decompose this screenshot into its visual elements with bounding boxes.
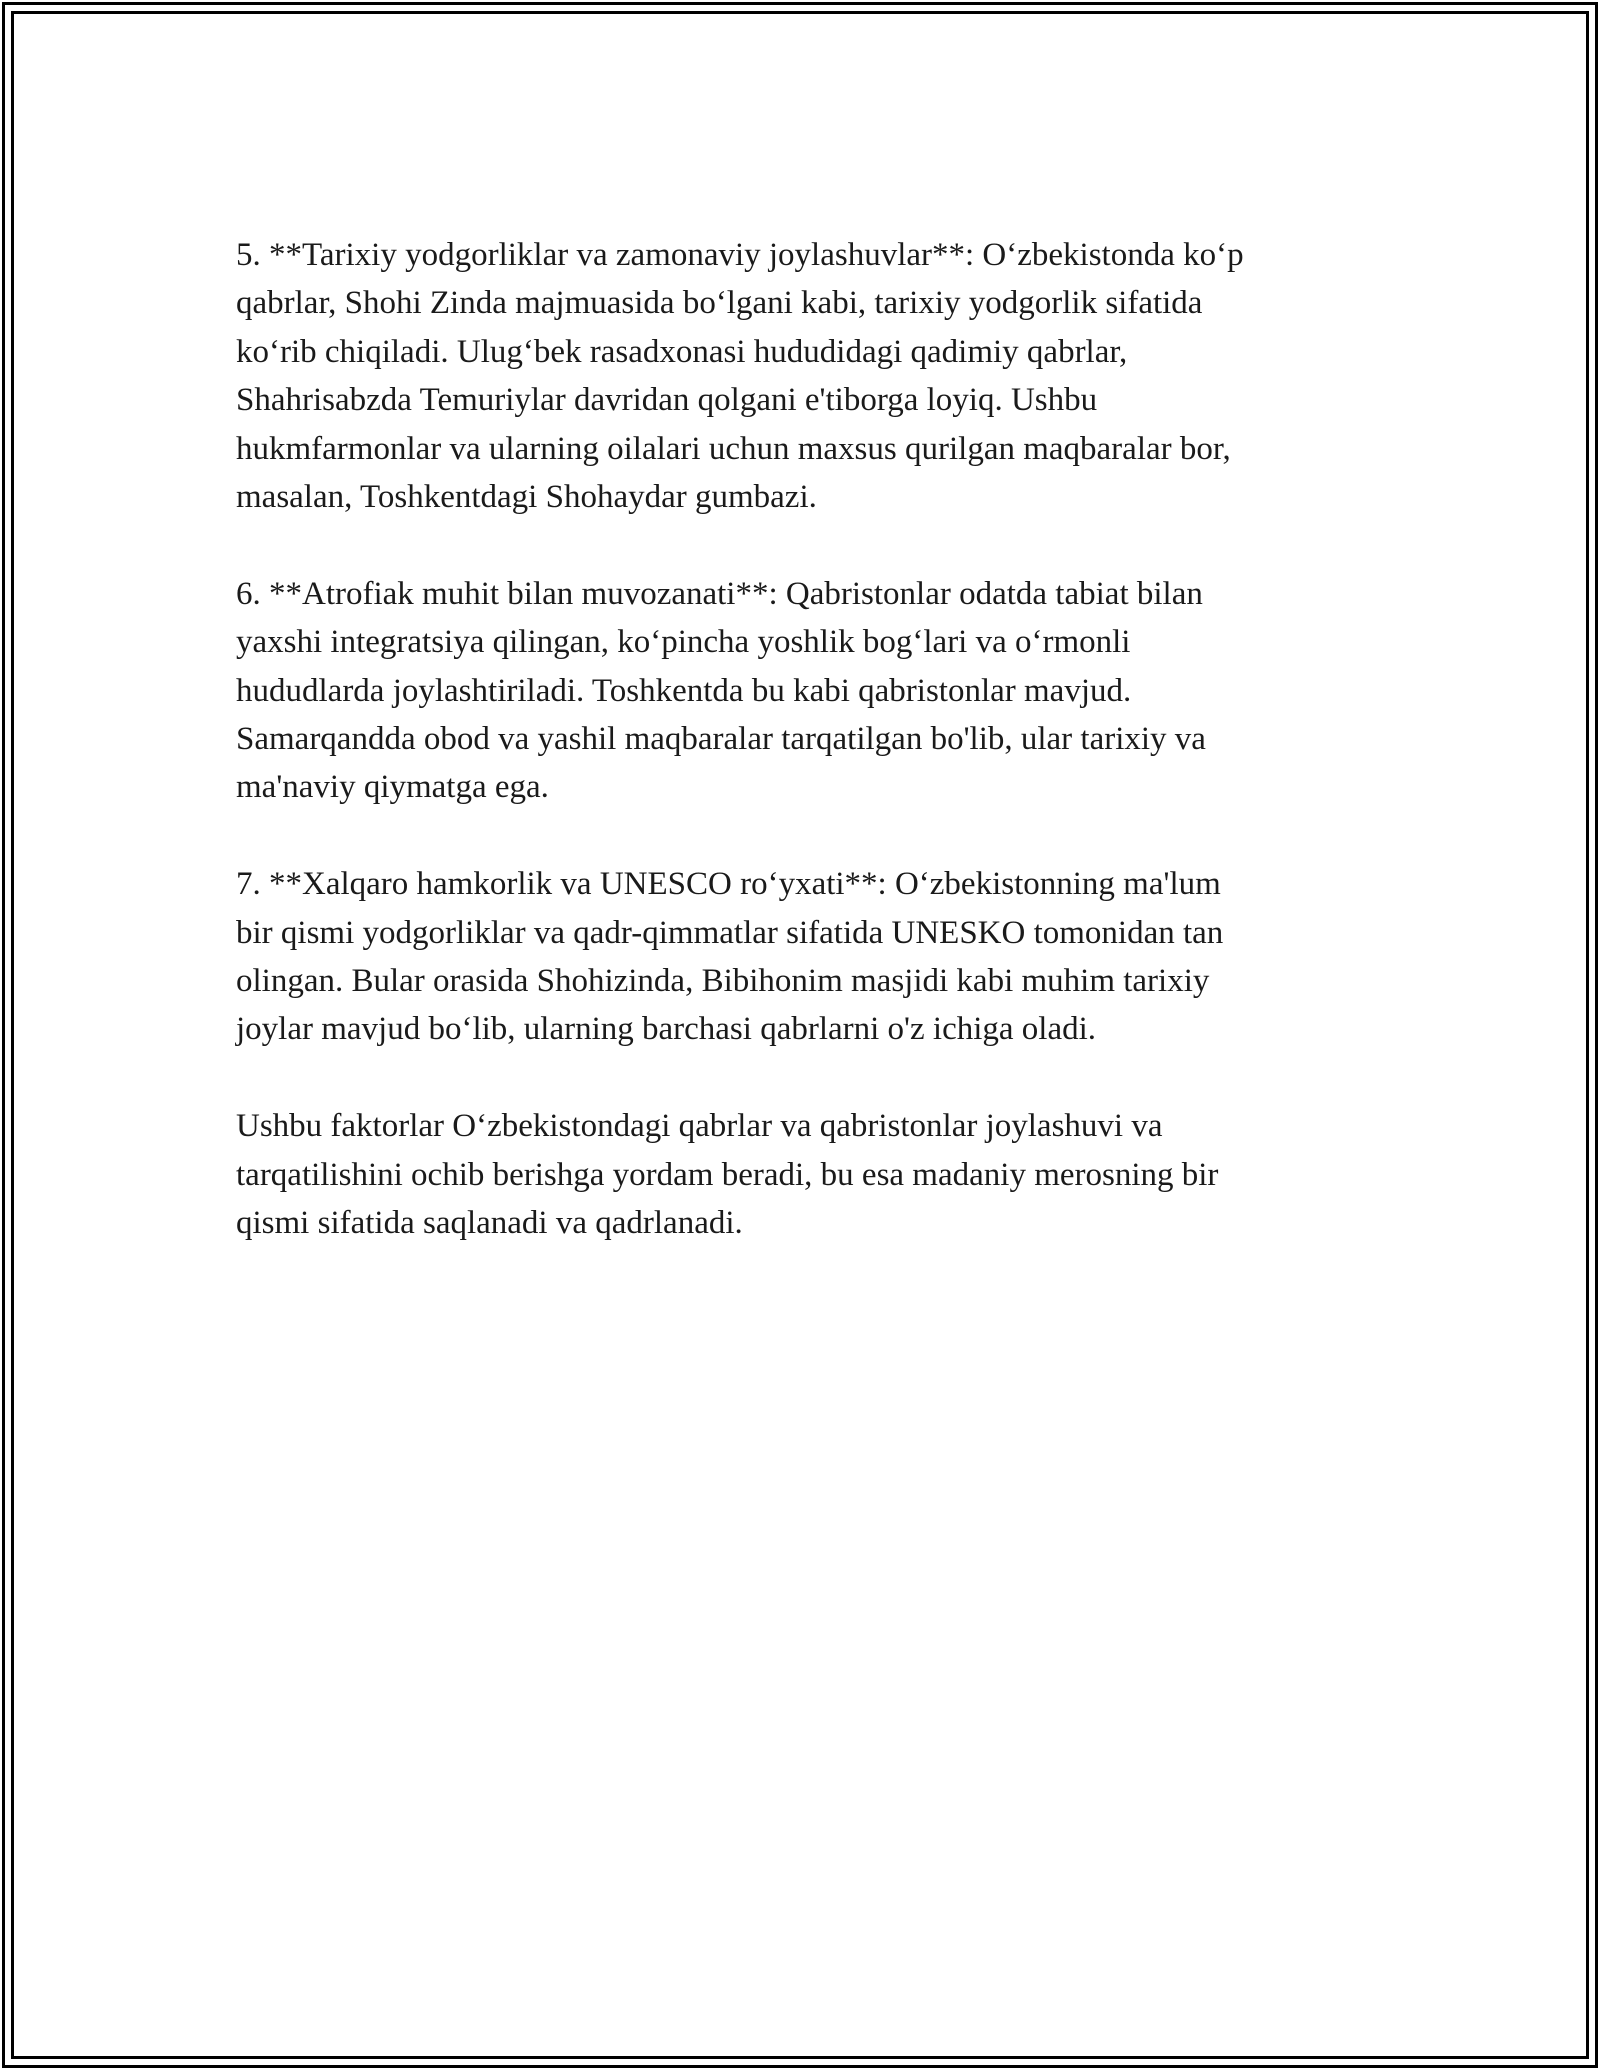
text-line: ma'naviy qiymatga ega.	[236, 769, 549, 806]
text-line: 5. **Tarixiy yodgorliklar va zamonaviy joylashuvlar**: O‘zbekistonda ko‘p	[236, 237, 1244, 273]
text-line: hududlarda joylashtiriladi. Toshkentda bu kabi qabristonlar mavjud.	[236, 672, 1132, 709]
paragraph-tarixiy-yodgorliklar	[236, 231, 1386, 521]
text-line: qabrlar, Shohi Zinda majmuasida bo‘lgani kabi, tarixiy yodgorlik sifatida	[236, 285, 1203, 322]
text-line: ko‘rib chiqiladi. Ulug‘bek rasadxonasi hududidagi qadimiy qabrlar,	[236, 333, 1128, 370]
text-line: hukmfarmonlar va ularning oilalari uchun maxsus qurilgan maqbaralar bor,	[236, 430, 1231, 467]
text-line: Shahrisabzda Temuriylar davridan qolgani e'tiborga loyiq. Ushbu	[236, 382, 1098, 419]
text-line: masalan, Toshkentdagi Shohaydar gumbazi.	[236, 479, 817, 516]
paragraph-xalqaro-hamkorlik	[236, 860, 1386, 1054]
text-line: olingan. Bular orasida Shohizinda, Bibihonim masjidi kabi muhim tarixiy	[236, 963, 1210, 1000]
text-line: Ushbu faktorlar O‘zbekistondagi qabrlar va qabristonlar joylashuvi va	[236, 1108, 1163, 1145]
text-line: 7. **Xalqaro hamkorlik va UNESCO ro‘yxati**: O‘zbekistonning ma'lum	[236, 866, 1221, 903]
paragraph-atrof-muhit	[236, 570, 1386, 812]
text-line: joylar mavjud bo‘lib, ularning barchasi qabrlarni o'z ichiga oladi.	[236, 1011, 1097, 1048]
text-line: qismi sifatida saqlanadi va qadrlanadi.	[236, 1205, 743, 1242]
text-line: bir qismi yodgorliklar va qadr-qimmatlar sifatida UNESKO tomonidan tan	[236, 914, 1224, 951]
text-line: yaxshi integratsiya qilingan, ko‘pincha yoshlik bog‘lari va o‘rmonli	[236, 624, 1131, 661]
text-line: 6. **Atrofiak muhit bilan muvozanati**: Qabristonlar odatda tabiat bilan	[236, 575, 1203, 612]
text-line: tarqatilishini ochib berishga yordam beradi, bu esa madaniy merosning bir	[236, 1156, 1219, 1193]
paragraph-conclusion	[236, 1102, 1386, 1247]
text-line: Samarqandda obod va yashil maqbaralar tarqatilgan bo'lib, ular tarixiy va	[236, 721, 1206, 758]
document-body	[236, 231, 1386, 1296]
